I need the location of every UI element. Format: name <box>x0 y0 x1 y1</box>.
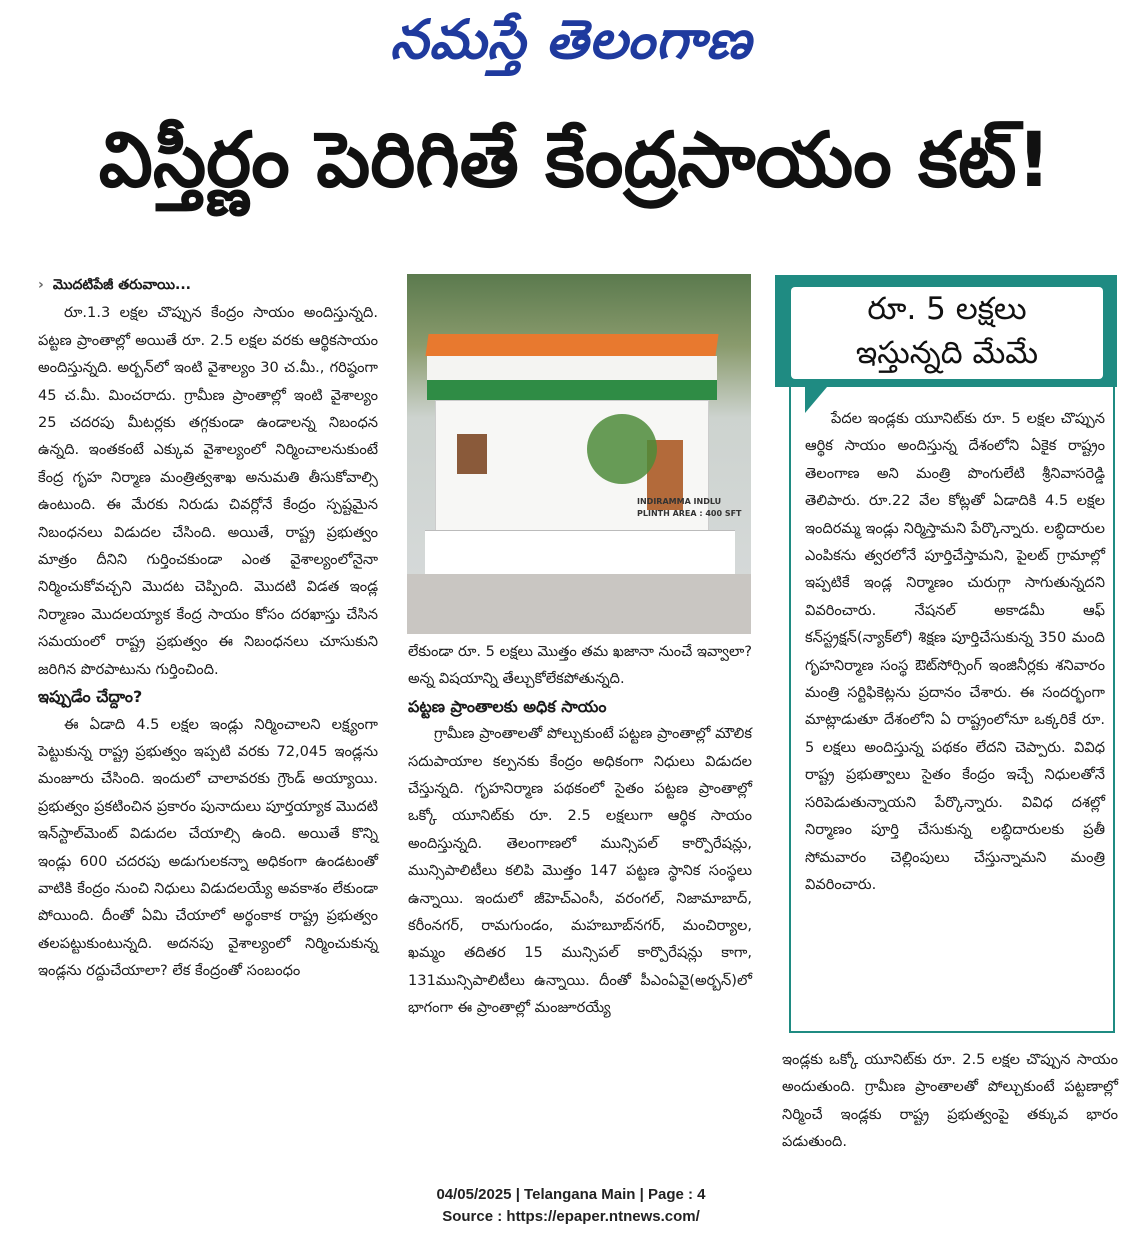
sidebar-title-line: రూ. 5 లక్షలు <box>867 291 1027 327</box>
sidebar-body <box>805 405 1105 898</box>
paragraph: లేకుండా రూ. 5 లక్షలు మొత్తం తమ ఖజానా నుంచే ఇవ్వాలా? అన్న విషయాన్ని తేల్చుకోలేకపోతున్నది. <box>408 643 752 688</box>
roof-green-band <box>427 380 717 400</box>
paragraph: ఇండ్లకు ఒక్కో యూనిట్‌కు రూ. 2.5 లక్షల చొప్పున సాయం అందుతుంది. గ్రామీణ ప్రాంతాలతో పోల్చుకుంటే పట్టణాల్లో నిర్మించే ఇండ్లకు రాష్ట్ర ప్రభుత్వంపై తక్కువ భారం పడుతుంది. <box>782 1051 1118 1151</box>
continuation-kicker <box>38 272 378 299</box>
kicker-text: మొదటిపేజీ తరువాయి... <box>52 277 191 293</box>
house-window <box>457 434 487 474</box>
sidebar-title <box>791 287 1103 379</box>
roof-white-band <box>427 356 717 380</box>
plant-decoration <box>587 414 657 484</box>
article-column-3 <box>782 1046 1118 1156</box>
masthead-logo: నమస్తే తెలంగాణ <box>390 8 752 71</box>
page-footer <box>0 1184 1142 1228</box>
paragraph: రూ.1.3 లక్షల చొప్పున కేంద్రం సాయం అందిస్తున్నది. పట్టణ ప్రాంతాల్లో అయితే రూ. 2.5 లక్షల వరకు ఆర్థికసాయం అందిస్తున్నది. అర్బన్‌లో ఇంటి వైశాల్యం 30 చ.మీ., గరిష్ఠంగా 45 చ.మీ. మించరాదు. గ్రామీణ ప్రాంతాల్లో ఇంటి వైశాల్యం 25 చదరపు మీటర్లకు తగ్గకుండా ఉండాలన్న నిబంధన ఉన్నది. ఇంతకంటే ఎక్కువ వైశాల్యంలో నిర్మించాలనుకుంటే కేంద్ర గృహ నిర్మాణ మంత్రిత్వశాఖ అనుమతి తీసుకోవాల్సి ఉంటుంది. ఈ మేరకు నిరుడు చివర్లోనే కేంద్రం స్పష్టమైన నిబంధనలు విడుదల చేసింది. అయితే, రాష్ట్ర ప్రభుత్వం మాత్రం దీనిని గుర్తించకుండా ఎంత వైశాల్యంలోనైనా నిర్మించుకోవచ్చని మొదట చెప్పింది. మొదటి విడత ఇండ్ల నిర్మాణం మొదలయ్యాక కేంద్ర సాయం కోసం దరఖాస్తు చేసిన సమయంలో రాష్ట్ర ప్రభుత్వం ఈ నిబంధనలు చూసుకుని జరిగిన పొరపాటును గుర్తించింది. <box>38 304 378 678</box>
paragraph: గ్రామీణ ప్రాంతాలతో పోల్చుకుంటే పట్టణ ప్రాంతాల్లో మౌలిక సదుపాయాల కల్పనకు కేంద్రం అధికంగా నిధులు విడుదల చేస్తున్నది. గృహనిర్మాణ పథకంలో సైతం పట్టణ ప్రాంతాల్లో ఒక్కో యూనిట్‌కు రూ. 2.5 లక్షలుగా ఆర్థిక సాయం అందిస్తున్నది. తెలంగాణలో మున్సిపల్ కార్పొరేషన్లు, మున్సిపాలిటీలు కలిపి మొత్తం 147 పట్టణ స్థానిక సంస్థలు ఉన్నాయి. ఇందులో జీహెచ్‌ఎంసీ, వరంగల్, నిజామాబాద్, కరీంనగర్, రామగుండం, మహబూబ్‌నగర్, మంచిర్యాల, ఖమ్మం తదితర 15 మున్సిపల్ కార్పొరేషన్లు కాగా, 131మున్సిపాలిటీలు ఉన్నాయి. దీంతో పీఎంఏవై(అర్బన్)లో భాగంగా ఈ ప్రాంతాల్లో మంజూరయ్యే <box>408 725 752 1017</box>
model-base <box>425 530 735 577</box>
chevron-right-icon: › <box>38 277 44 293</box>
edition-info: 04/05/2025 | Telangana Main | Page : 4 <box>436 1186 706 1203</box>
source-link[interactable]: Source : https://epaper.ntnews.com/ <box>442 1208 700 1225</box>
sidebar-title-line: ఇస్తున్నది మేమే <box>855 335 1039 371</box>
article-column-1 <box>38 272 378 985</box>
sidebar-header-band <box>775 275 1117 387</box>
roof-saffron-band <box>425 334 718 356</box>
paragraph: పేదల ఇండ్లకు యూనిట్‌కు రూ. 5 లక్షల చొప్పున ఆర్థిక సాయం అందిస్తున్న దేశంలోని ఏకైక రాష్ట్రం తెలంగాణ అని మంత్రి పొంగులేటి శ్రీనివాసరెడ్డి తెలిపారు. రూ.22 వేల కోట్లతో ఏడాదికి 4.5 లక్షల ఇందిరమ్మ ఇండ్లు నిర్మిస్తామని పేర్కొన్నారు. లబ్ధిదారుల ఎంపికను త్వరలోనే పూర్తిచేస్తామని, పైలట్ గ్రామాల్లో ఇప్పటికే ఇండ్ల నిర్మాణం చురుగ్గా సాగుతున్నదని వివరించారు. నేషనల్ అకాడమీ ఆఫ్ కన్‌స్ట్రక్షన్(న్యాక్‌లో) శిక్షణ పూర్తిచేసుకున్న 350 మంది గృహనిర్మాణ సంస్థ ఔట్‌సోర్సింగ్ ఇంజినీర్లకు శనివారం మంత్రి సర్టిఫికెట్లను ప్రదానం చేశారు. ఈ సందర్భంగా మాట్లాడుతూ దేశంలోని ఏ రాష్ట్రంలోనూ ఒక్కరికే రూ. 5 లక్షలు అందిస్తున్న పథకం లేదని చెప్పారు. వివిధ రాష్ట్ర ప్రభుత్వాలు సైతం కేంద్రం ఇచ్చే నిధులతోనే సరిపెడుతున్నాయని పేర్కొన్నారు. వివిధ దశల్లో నిర్మాణం పూర్తి చేసుకున్న లబ్ధిదారులకు ప్రతీ సోమవారం చెల్లింపులు చేస్తున్నామని మంత్రి వివరించారు. <box>805 410 1105 893</box>
paragraph: ఈ ఏడాది 4.5 లక్షల ఇండ్లు నిర్మించాలని లక్ష్యంగా పెట్టుకున్న రాష్ట్ర ప్రభుత్వం ఇప్పటి వరకు 72,045 ఇండ్లను మంజూరు చేసింది. ఇందులో చాలావరకు గ్రౌండ్ అయ్యాయి. ప్రభుత్వం ప్రకటించిన ప్రకారం పునాదులు పూర్తయ్యాక మొదటి ఇన్‌స్టాల్‌మెంట్ విడుదల చేయాల్సి ఉంది. అయితే కొన్ని ఇండ్లు 600 చదరపు అడుగులకన్నా అధికంగా ఉండటంతో వాటికి కేంద్రం నుంచి నిధులు విడుదలయ్యే అవకాశం లేకుండా పోయింది. దీంతో ఏమి చేయాలో అర్థంకాక రాష్ట్ర ప్రభుత్వం తలపట్టుకుంటున్నది. అదనపు వైశాల్యంలో నిర్మించుకున్న ఇండ్లను రద్దుచేయాలా? లేక కేంద్రంతో సంబంధం <box>38 715 378 980</box>
house-model-photo <box>407 274 751 634</box>
nameplate-line: INDIRAMMA INDLU <box>637 497 722 506</box>
nameplate-line: PLINTH AREA : 400 SFT <box>637 509 742 518</box>
article-column-2 <box>408 638 752 1022</box>
headline: విస్తీర్ణం పెరిగితే కేంద్రసాయం కట్! <box>98 115 1052 204</box>
model-nameplate <box>637 496 742 520</box>
sidebar-box <box>775 275 1117 1035</box>
subheading: ఇప్పుడేం చేద్దాం? <box>38 687 143 707</box>
subheading: పట్టణ ప్రాంతాలకు అధిక సాయం <box>408 696 607 716</box>
table-surface <box>407 574 751 634</box>
